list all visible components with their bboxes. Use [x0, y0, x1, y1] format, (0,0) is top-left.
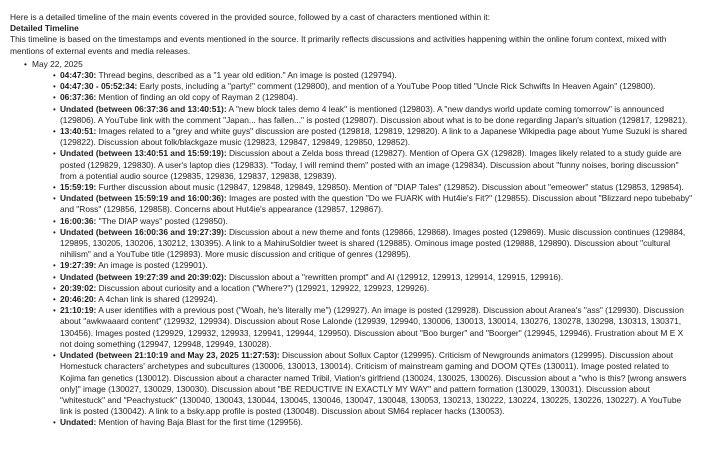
event-text: Discussion about a Zelda boss thread (129827). Mention of Opera GX (129828). Images likely related to a study guide are posted (129829, 129830). A user's laptop dies (129833). "Today, I will remind them" posted with an image (129834). Discussion about "funny noises, boring discussion" from a potential audio source (129835, 129836, 129837, 129838, 129839).: [60, 148, 682, 181]
event-time: 16:00:36:: [60, 215, 97, 226]
timeline-event: [60, 294, 695, 305]
timeline-event: [60, 104, 695, 126]
event-text: Mention of having Baja Blast for the first time (129956).: [96, 417, 303, 428]
timeline-event: [60, 227, 695, 261]
timeline-event: [60, 350, 695, 417]
event-text: Early posts, including a "party!" comment (129800), and mention of a YouTube Poop titled "Uncle Rick Schwifts In Heaven Again" (129800).: [137, 81, 656, 92]
section-description: This timeline is based on the timestamps and events mentioned in the source. It primarily reflects discussions and activities happening within the online forum context, mixed with mentions of external events and media releases.: [10, 34, 667, 56]
event-time: Undated (between 19:27:39 and 20:39:02):: [60, 271, 227, 282]
timeline-event: [60, 305, 695, 350]
event-text: Discussion about curiosity and a location ("Where?") (129921, 129922, 129923, 129926).: [96, 282, 430, 293]
event-time: Undated (between 15:59:19 and 16:00:36):: [60, 193, 227, 204]
timeline-event: [60, 417, 695, 428]
date-label: May 22, 2025: [32, 58, 83, 69]
event-time: Undated (between 16:00:36 and 19:27:39):: [60, 226, 227, 237]
event-text: Images are posted with the question "Do we FUARK with Hut4ie's Fit?" (129855). Discussion about "Blizzard nepo tubebaby" and "Ross" (129856, 129858). Concerns about Hut4ie's appearance (129857, 129867).: [60, 193, 693, 215]
event-list: [32, 70, 695, 429]
event-text: Mention of finding an old copy of Rayman 2 (129804).: [96, 92, 298, 103]
event-text: Images related to a "grey and white guys" discussion are posted (129818, 129819, 129820). A link to a Japanese Wikipedia page about Yume Suzuki is shared (129822). Discussion about folk/blackgaze music (129823, 129847, 129849, 129850, 129852).: [60, 126, 687, 148]
event-time: 04:47:30 - 05:52:34:: [60, 81, 138, 92]
timeline-event: [60, 260, 695, 271]
event-time: Undated (between 06:37:36 and 13:40:51):: [60, 103, 227, 114]
event-text: "The DIAP ways" posted (129850).: [96, 215, 228, 226]
event-text: Discussion about a new theme and fonts (129866, 129868). Images posted (129869). Music discussion continues (129884, 129895, 130205, 130206, 130212, 130395). A link to a MahiruSoldier tweet is shared (129885). Ominous image posted (129888, 129890). Discussion about "cultural nihilism" and a YouTube title (129893). More music discussion and critique of genres (129895).: [60, 226, 686, 260]
event-text: Thread begins, described as a "1 year old edition." An image is posted (129794).: [96, 70, 397, 81]
timeline-event: [60, 126, 695, 148]
event-time: Undated:: [60, 417, 97, 428]
timeline-event: [60, 193, 695, 215]
event-time: 21:10:19:: [60, 305, 97, 316]
event-text: A "new block tales demo 4 leak" is mentioned (129803). A "new dandys world update coming tomorrow" is announced (129806). A YouTube link with the comment "Japan... has fallen..." is posted (129807). Discussion about what is to be done regarding Japan's situation (129817, 129821).: [60, 103, 688, 125]
event-text: An image is posted (129901).: [96, 260, 208, 271]
event-time: Undated (between 21:10:19 and May 23, 2025 11:27:53):: [60, 350, 280, 361]
section-heading: Detailed Timeline: [10, 23, 79, 34]
timeline-event: [60, 148, 695, 182]
timeline-event: [60, 216, 695, 227]
timeline-event: [60, 81, 695, 92]
timeline-event: [60, 272, 695, 283]
timeline-event: [60, 70, 695, 81]
event-time: 04:47:30:: [60, 70, 97, 81]
event-time: 15:59:19:: [60, 182, 97, 193]
event-text: Discussion about a "rewritten prompt" and AI (129912, 129913, 129914, 129915, 129916).: [226, 271, 564, 282]
event-time: 20:46:20:: [60, 294, 97, 305]
event-time: Undated (between 13:40:51 and 15:59:19):: [60, 148, 227, 159]
event-time: 20:39:02:: [60, 282, 97, 293]
timeline-event: [60, 92, 695, 103]
date-item: [32, 59, 695, 429]
timeline-event: [60, 182, 695, 193]
intro-text: Here is a detailed timeline of the main events covered in the provided source, followed by a cast of characters mentioned within it:: [10, 12, 490, 22]
date-list: [10, 59, 695, 429]
timeline-event: [60, 283, 695, 294]
event-time: 13:40:51:: [60, 126, 97, 137]
event-time: 19:27:39:: [60, 260, 97, 271]
event-text: Discussion about Sollux Captor (129995). Criticism of Newgrounds animators (129995). Discussion about Homestuck characters' archetypes and subcultures (130006, 130013, 130014). Criticism of mainstream gaming and DOOM QTEs (130011). Image posted related to Kojima fan genetics (130012). Discussion about a character named Tribil, Viation's girlfriend (130024, 130025, 130026). Discussion about a "who is this? [wrong answers only]" image (130027, 130029, 130030). Discussion about "BE REDUCTIVE IN EXACTLY MY WAY" and pattern formation (130029, 130031). Discussion about "whitestuck" and "Peachystuck" (130040, 130043, 130044, 130045, 130046, 130047, 130048, 130053, 130213, 130222, 130224, 130225, 130226, 130227). A YouTube link is posted (130042). A link to a bsky.app profile is posted (130048). Discussion about SM64 replacer hacks (130053).: [60, 350, 687, 417]
event-text: A 4chan link is shared (129924).: [96, 294, 218, 305]
event-text: Further discussion about music (129847, 129848, 129849, 129850). Mention of "DIAP Tales" (129852). Discussion about "emeower" status (129853, 129854).: [96, 182, 684, 193]
event-time: 06:37:36:: [60, 92, 97, 103]
event-text: A user identifies with a previous post ("Woah, he's literally me") (129927). An image is posted (129928). Discussion about Aranea's "ass" (129930). Discussion about "awkwaaard content" (129932, 129934). Discussion about Rose Lalonde (129939, 129940, 130006, 130013, 130014, 130276, 130278, 130298, 130313, 130371, 130456). Images posted (129929, 129932, 129933, 129941, 129944, 129950). Discussion about "Boo burger" and "Boorger" (129945, 129946). Frustration about M E X not doing something (129947, 129948, 129949, 130028).: [60, 305, 684, 349]
